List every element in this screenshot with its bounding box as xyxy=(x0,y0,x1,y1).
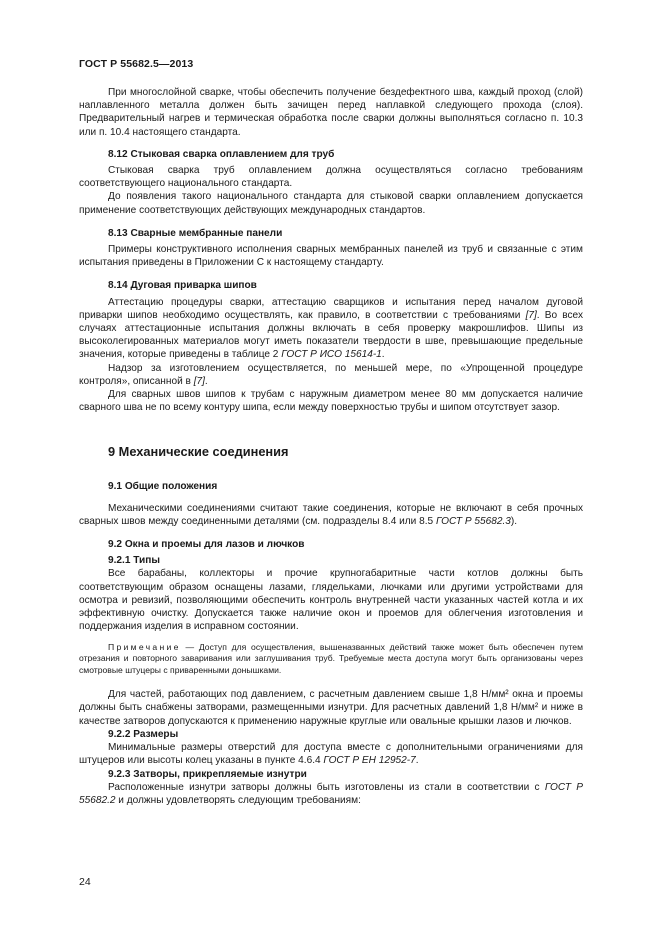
reference-gost-iso-15614-1: ГОСТ Р ИСО 15614-1 xyxy=(281,349,382,361)
text-span: и должны удовлетворять следующим требованиям: xyxy=(115,794,361,806)
document-header: ГОСТ Р 55682.5—2013 xyxy=(79,58,194,70)
text-span: . xyxy=(381,349,385,361)
reference-7: [7] xyxy=(193,375,205,387)
paragraph-8-14-1 xyxy=(79,296,583,362)
paragraph-8-13-1: Примеры конструктивного исполнения сварных мембранных панелей из труб и связанные с этим испытания приведены в Приложении C к настоящему стандарту. xyxy=(79,244,583,269)
section-8-14-title: 8.14 Дуговая приварка шипов xyxy=(108,280,257,292)
note-text: — Доступ для осуществления, вышеназванных действий также может быть обеспечен путем отрезания и повторного заваривания или заглушивания труб. Требуемые места доступа могут быть организованы через смотровые штуцеры с приваренными донышками. xyxy=(79,641,583,675)
paragraph-intro: При многослойной сварке, чтобы обеспечить получение бездефектного шва, каждый проход (слой) наплавленного металла должен быть зачищен перед наплавкой следующего прохода (слоя). Предварительный нагрев и термическая обработка после сварки должны выполняться согласно п. 10.3 или п. 10.4 настоящего стандарта. xyxy=(79,87,583,138)
paragraph-9-2-2-1 xyxy=(79,741,583,767)
text-span: . xyxy=(204,375,208,387)
text-span: Минимальные размеры отверстий для доступа вместе с дополнительными ограничениями для штуцеров или высоты колец указаны в пункте 4.6.4 xyxy=(79,742,583,767)
paragraph-8-12-1: Стыковая сварка труб оплавлением должна осуществляться согласно требованиям соответствующего национального стандарта. xyxy=(79,165,583,190)
paragraph-9-2-3-1 xyxy=(79,781,583,807)
section-8-12-title: 8.12 Стыковая сварка оплавлением для труб xyxy=(108,148,335,160)
note-9-2-1 xyxy=(79,642,583,677)
paragraph-9-2-1-2: Для частей, работающих под давлением, с расчетным давлением свыше 1,8 Н/мм² окна и проемы должны быть снабжены затворами, размещенными изнутри. Для расчетных давлений 1,8 Н/мм² и ниже в качестве затворов допускаются к применению наружные круглые или овальные крышки лазов и лючков. xyxy=(79,689,583,727)
text-span: Аттестацию процедуры сварки, аттестацию сварщиков и испытания перед началом дуговой приварки шипов необходимо осуществлять, как правило, в соответствии с требованиями xyxy=(79,296,583,321)
paragraph-8-12-2: До появления такого национального стандарта для стыковой сварки оплавлением допускается применение соответствующих действующих международных стандартов. xyxy=(79,191,583,216)
text-span: Надзор за изготовлением осуществляется, по меньшей мере, по «Упрощенной процедуре контроля», описанной в xyxy=(79,362,583,387)
section-9-2-1-title: 9.2.1 Типы xyxy=(108,555,160,567)
section-9-2-2-title: 9.2.2 Размеры xyxy=(108,728,179,740)
section-9-2-3-title: 9.2.3 Затворы, прикрепляемые изнутри xyxy=(108,768,307,780)
section-9-2-title: 9.2 Окна и проемы для лазов и лючков xyxy=(108,539,305,551)
text-span: ). xyxy=(510,515,518,527)
section-9-1-title: 9.1 Общие положения xyxy=(108,481,218,493)
paragraph-8-14-3: Для сварных швов шипов к трубам с наружным диаметром менее 80 мм допускается наличие сварного шва не по всему контуру шипа, если между поверхностью трубы и шипом отсутствует зазор. xyxy=(79,389,583,414)
text-span: Расположенные изнутри затворы должны быть изготовлены из стали в соответствии с xyxy=(108,781,545,793)
text-span: Механическими соединениями считают такие соединения, которые не включают в себя прочных сварных швов между соединенными деталями (см. подразделы 8.4 или 8.5 xyxy=(79,502,583,527)
paragraph-9-2-1-1: Все барабаны, коллекторы и прочие крупногабаритные части котлов должны быть соответствующим образом оснащены лазами, глядельками, лючками или другими устройствами для осмотра и ревизий, позволяющими обеспечить контроль внутренней части указанных частей котла и их эффективную очистку. Допускается также наличие окон и проемов для облегчения изготовления и поддержания изделия в исправном состоянии. xyxy=(79,568,583,633)
section-9-title: 9 Механические соединения xyxy=(108,444,289,460)
section-8-13-title: 8.13 Сварные мембранные панели xyxy=(108,227,283,239)
reference-gost-55682-3: ГОСТ Р 55682.3 xyxy=(435,515,511,527)
paragraph-9-1-1 xyxy=(79,502,583,528)
page-number: 24 xyxy=(79,876,91,888)
reference-gost-en-12952-7: ГОСТ Р ЕН 12952-7 xyxy=(323,755,416,767)
text-span: . xyxy=(415,755,419,767)
reference-7: [7] xyxy=(525,309,537,321)
reference-gost-55682-2: ГОСТ Р 55682.2 xyxy=(79,781,583,806)
note-label: Примечание xyxy=(108,641,181,652)
text-span: . Во всех случаях аттестационные испытания должны включать в себя проверку макрошлифов. Шипы из высоколегированных материалов могут иметь показатели твердости в шве, превышающие предельные значения, которые приведены в таблице 2 xyxy=(79,309,583,361)
page-content xyxy=(79,86,583,807)
paragraph-8-14-2 xyxy=(79,362,583,388)
